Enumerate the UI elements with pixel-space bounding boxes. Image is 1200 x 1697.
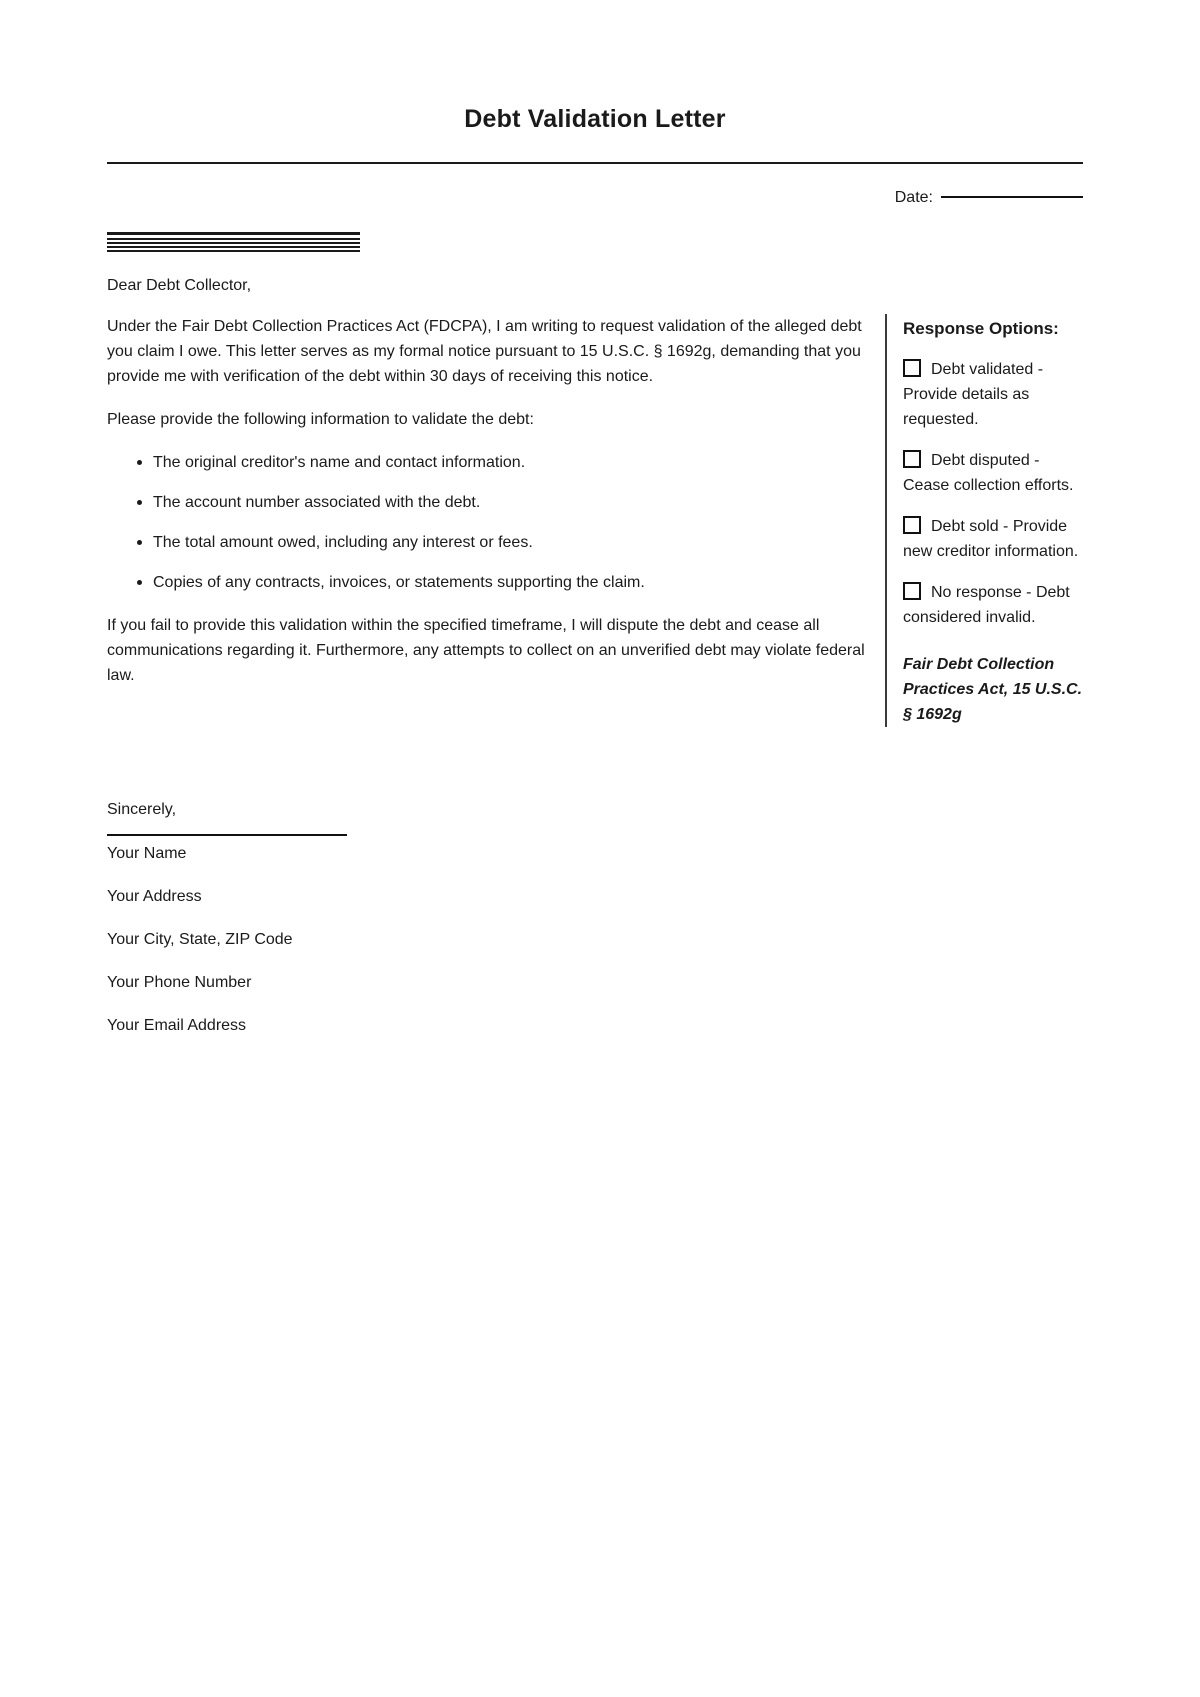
checkbox-icon[interactable] [903, 516, 921, 534]
date-row [107, 188, 1083, 208]
checkbox-icon[interactable] [903, 450, 921, 468]
checkbox-icon[interactable] [903, 582, 921, 600]
bullet-icon [137, 500, 142, 505]
list-item [107, 570, 865, 595]
list-item [107, 490, 865, 515]
response-options-sidebar [885, 314, 1083, 727]
date-label: Date: [894, 189, 933, 206]
signature-field-email: Your Email Address [107, 1017, 247, 1034]
bullet-icon [137, 460, 142, 465]
signature-field-phone: Your Phone Number [107, 974, 252, 991]
paragraph-request-intro: Please provide the following information to validate the debt: [107, 411, 534, 428]
greeting: Dear Debt Collector, [107, 277, 252, 294]
option-text: Debt sold - Provide new creditor information. [903, 518, 1079, 560]
response-option [903, 580, 1083, 630]
list-item-text: The account number associated with the debt. [153, 494, 481, 511]
signature-line[interactable] [107, 834, 347, 836]
header-divider [107, 162, 1083, 164]
recipient-address-placeholder[interactable] [107, 232, 360, 252]
option-text: Debt disputed - Cease collection efforts. [903, 452, 1074, 494]
sidebar-heading: Response Options: [903, 319, 1059, 338]
list-item-text: The total amount owed, including any interest or fees. [153, 534, 533, 551]
response-option [903, 448, 1083, 498]
list-item [107, 530, 865, 555]
response-option [903, 357, 1083, 432]
signature-field-address: Your Address [107, 888, 202, 905]
legal-citation: Fair Debt Collection Practices Act, 15 U.S.C. § 1692g [903, 656, 1083, 723]
response-option [903, 514, 1083, 564]
list-item [107, 450, 865, 475]
letter-body [107, 314, 865, 688]
signature-block [107, 797, 1083, 1038]
list-item-text: Copies of any contracts, invoices, or statements supporting the claim. [153, 574, 645, 591]
page-title: Debt Validation Letter [464, 105, 726, 133]
list-item-text: The original creditor's name and contact information. [153, 454, 526, 471]
validation-items-list [107, 450, 865, 595]
date-fill-field[interactable] [941, 196, 1083, 198]
content-row [107, 314, 1083, 727]
option-text: No response - Debt considered invalid. [903, 584, 1070, 626]
bullet-icon [137, 540, 142, 545]
signature-field-city-state-zip: Your City, State, ZIP Code [107, 931, 293, 948]
paragraph-closing-warning: If you fail to provide this validation within the specified timeframe, I will dispute the debt and cease all communications regarding it. Furthermore, any attempts to collect on an unverified debt may violate federal law. [107, 617, 865, 684]
paragraph-intro: Under the Fair Debt Collection Practices Act (FDCPA), I am writing to request validation of the alleged debt you claim I owe. This letter serves as my formal notice pursuant to 15 U.S.C. § 1692g, demanding that you provide me with verification of the debt within 30 days of receiving this notice. [107, 318, 862, 385]
bullet-icon [137, 580, 142, 585]
option-text: Debt validated - Provide details as requested. [903, 361, 1044, 428]
checkbox-icon[interactable] [903, 359, 921, 377]
signature-field-name: Your Name [107, 845, 187, 862]
closing-salutation: Sincerely, [107, 801, 177, 818]
